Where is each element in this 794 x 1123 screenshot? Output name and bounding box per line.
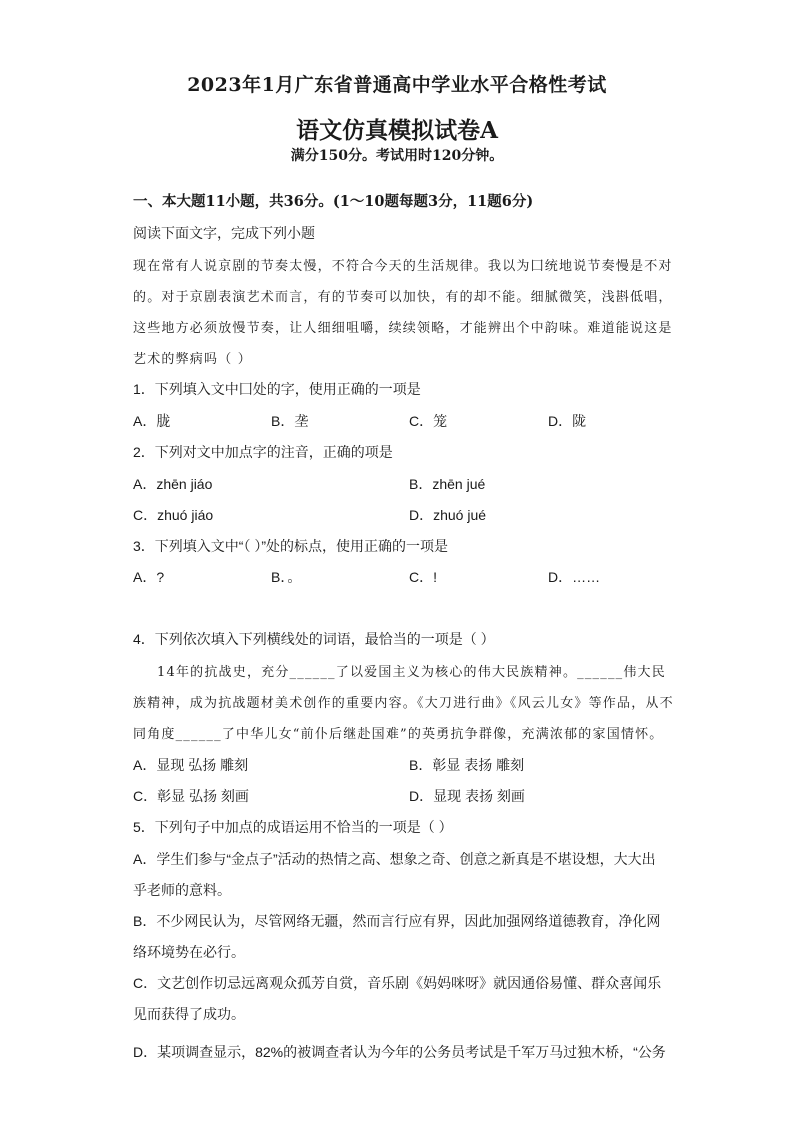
q1-option-c: C．笼: [409, 413, 448, 429]
q4-option-c: C．彰显 弘扬 刻画: [133, 788, 249, 804]
q5-option-line: B．不少网民认为，尽管网络无疆，然而言行应有界，因此加强网络道德教育，净化网: [133, 913, 661, 929]
q3-option-a: A．?: [133, 569, 165, 585]
q4-passage-line: 同角度______了中华儿女“前仆后继赴国难”的英勇抗争群像，充满浓郁的家国情怀。: [133, 727, 664, 742]
question-2-stem: 2．下列对文中加点字的注音，正确的项是: [133, 444, 393, 460]
q2-option-b: B．zhēn jué: [409, 476, 486, 492]
question-1-stem: 1．下列填入文中囗处的字，使用正确的一项是: [133, 381, 421, 397]
q3-option-c: C．!: [409, 569, 437, 585]
q5-option-line: 乎老师的意料。: [133, 882, 231, 898]
q1-option-b: B．垄: [271, 413, 309, 429]
question-3-stem: 3．下列填入文中“（ ）”处的标点，使用正确的一项是: [133, 538, 448, 554]
q3-option-b: B．。: [271, 569, 302, 585]
q5-option-line: A．学生们参与“金点子”活动的热情之高、想象之奇、创意之新真是不堪设想，大大出: [133, 851, 656, 867]
reading-instruction: 阅读下面文字，完成下列小题: [133, 225, 315, 241]
q2-option-d: D．zhuó jué: [409, 507, 487, 523]
passage-line: 艺术的弊病吗（ ）: [133, 352, 252, 367]
q5-option-line: D．某项调查显示，82%的被调查者认为今年的公务员考试是千军万马过独木桥，“公务: [133, 1044, 666, 1060]
q5-option-line: 络环境势在必行。: [133, 944, 245, 960]
exam-subtitle: 语文仿真模拟试卷A: [296, 117, 498, 144]
passage-line: 现在常有人说京剧的节奏太慢，不符合今天的生活规律。我以为囗统地说节奏慢是不对: [133, 259, 673, 274]
q2-option-a: A．zhēn jiáo: [133, 476, 213, 492]
passage-line: 的。对于京剧表演艺术而言，有的节奏可以加快，有的却不能。细腻微笑，浅斟低唱，: [133, 290, 673, 305]
q4-passage-line: 族精神，成为抗战题材美术创作的重要内容。《大刀进行曲》《风云儿女》等作品，从不: [133, 696, 674, 711]
passage-line: 这些地方必须放慢节奏，让人细细咀嚼，续续领略，才能辨出个中韵味。难道能说这是: [133, 321, 673, 336]
exam-note: 满分150分。考试用时120分钟。: [290, 148, 504, 164]
q1-option-d: D．陇: [548, 413, 587, 429]
q2-option-c: C．zhuó jiáo: [133, 507, 214, 523]
q5-option-line: 见而获得了成功。: [133, 1006, 245, 1022]
q4-option-b: B．彰显 表扬 雕刻: [409, 757, 525, 773]
q4-option-d: D．显现 表扬 刻画: [409, 788, 525, 804]
q5-option-line: C．文艺创作切忌远离观众孤芳自赏，音乐剧《妈妈咪呀》就因通俗易懂、群众喜闻乐: [133, 975, 662, 991]
q1-option-a: A．胧: [133, 413, 171, 429]
q4-option-a: A．显现 弘扬 雕刻: [133, 757, 249, 773]
exam-title: 2023年1月广东省普通高中学业水平合格性考试: [187, 74, 607, 96]
q3-option-d: D．……: [548, 569, 601, 585]
question-5-stem: 5．下列句子中加点的成语运用不恰当的一项是（ ）: [133, 819, 453, 835]
q4-passage-line: 14年的抗战史，充分______了以爱国主义为核心的伟大民族精神。______伟大民: [157, 665, 666, 680]
question-4-stem: 4．下列依次填入下列横线处的词语，最恰当的一项是（ ）: [133, 631, 495, 647]
section-heading: 一、本大题11小题，共36分。(1～10题每题3分，11题6分): [133, 193, 534, 210]
